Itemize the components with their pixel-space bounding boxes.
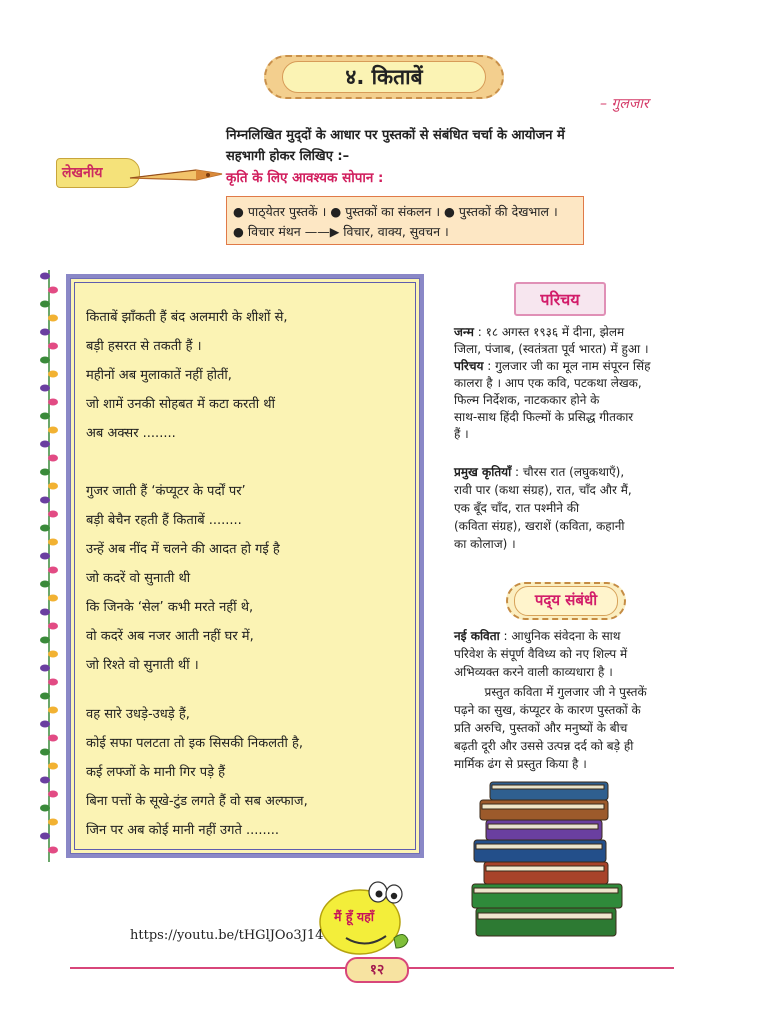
vine-leaf [40,749,50,756]
padya-para-line-4: बढ़ती दूरी और उससे उत्पन्न दर्द को बड़े ही [454,739,634,753]
kritiyan-text-1: : चौरस रात (लघुकथाएँ), [511,465,625,479]
poem-line: जिन पर अब कोई मानी नहीं उगते ........ [86,823,280,838]
vine-leaf [40,637,50,644]
vine-leaf [40,497,50,504]
mascot [316,880,416,960]
vine-leaf [40,357,50,364]
vine-leaf [40,525,50,532]
steps-line-2: ● विचार मंथन ——▶ विचार, वाक्य, सुवचन । [233,224,449,239]
vine-leaf [40,329,50,336]
poem-line: जो शामें उनकी सोहबत में कटा करती थीं [86,397,275,412]
janm-line-2: जिला, पंजाब, (स्वतंत्रता पूर्व भारत) में हुआ । [454,342,649,356]
kritiyan-line-3: एक बूँद चाँद, रात पश्मीने की [454,501,580,515]
poem-line: उन्हें अब नींद में चलने की आदत हो गई है [86,542,280,557]
steps-box [226,196,584,245]
vine-leaf [48,483,58,490]
nayi-kavita-line-1 [454,628,620,645]
poem-line: महीनों अब मुलाकातें नहीं होतीं, [86,368,232,383]
poem-line: कि जिनके ‘सेल’ कभी मरते नहीं थे, [86,600,254,615]
janm-text-1: : १८ अगस्त १९३६ में दीना, झेलम [473,325,625,339]
page-number-badge [345,957,409,983]
poem-line: वह सारे उधड़े-उधड़े हैं, [86,707,190,722]
steps-heading: कृति के लिए आवश्यक सोपान : [226,170,384,186]
nayi-kavita-line-2: परिवेश के संपूर्ण वैविध्य को नए शिल्प में [454,647,628,661]
kritiyan-label: प्रमुख कृतियाँ [454,465,512,479]
instruction-line-1: निम्नलिखित मुद्‌दों के आधार पर पुस्तकों से संबंधित चर्चा के आयोजन में [226,128,565,143]
janm-line-1 [454,324,624,341]
vine-leaf [48,595,58,602]
lekhaniya-tag [56,158,166,188]
page-number: १२ [369,962,385,978]
vine-leaf [48,371,58,378]
parichay-line-4: साथ-साथ हिंदी फिल्मों के प्रसिद्ध गीतकार [454,410,634,424]
vine-leaf [40,721,50,728]
vine-leaf [40,609,50,616]
vine-leaf [40,469,50,476]
parichay-heading-badge [514,282,606,316]
vine-leaf [48,735,58,742]
nayi-text-1: : आधुनिक संवेदना के साथ [499,629,621,643]
vine-leaf [40,833,50,840]
poem-line: बड़ी बेचैन रहती हैं किताबें ........ [86,513,242,528]
padya-heading-badge [506,582,626,620]
vine-leaf [48,399,58,406]
poem-line: अब अक्सर ........ [86,426,176,441]
poem-line: किताबें झाँकती हैं बंद अलमारी के शीशों से, [86,310,288,325]
vine-leaf [40,805,50,812]
author-name: – गुलजार [600,96,649,112]
vine-leaf [48,763,58,770]
nayi-kavita-label: नई कविता [454,629,500,643]
vine-leaf [40,777,50,784]
fountain-pen-icon [126,160,236,192]
parichay-line-5: हैं । [454,427,469,441]
vine-leaf [48,623,58,630]
vine-leaf [48,315,58,322]
poem-line: बड़ी हसरत से तकती हैं । [86,339,202,354]
vine-leaf [40,693,50,700]
vine-leaf [40,301,50,308]
lekhaniya-label: लेखनीय [62,165,103,181]
vine-leaf [48,567,58,574]
parichay-line-3: फिल्म निर्देशक, नाटककार होने के [454,393,600,407]
vine-leaf [48,343,58,350]
parichay-heading: परिचय [540,290,580,309]
vine-leaf [40,441,50,448]
parichay-line-2: कालरा है । आप एक कवि, पटकथा लेखक, [454,376,642,390]
vine-leaf [40,665,50,672]
parichay-line-1 [454,358,650,375]
steps-line-1: ● पाठ्‌येतर पुस्तकें । ● पुस्तकों का संकलन । ● पुस्तकों की देखभाल । [233,204,558,219]
janm-label: जन्म [454,325,474,339]
video-url-link[interactable]: https://youtu.be/tHGlJOo3J14 [130,928,324,943]
kritiyan-line-2: रावी पार (कथा संग्रह), रात, चाँद और मैं, [454,483,632,497]
vine-leaf [40,413,50,420]
padya-para-line-2: पढ़ने का सुख, कंप्यूटर के कारण पुस्तकों के [454,703,641,717]
vine-leaf [48,847,58,854]
instruction-line-2: सहभागी होकर लिखिए :– [226,149,350,164]
vine-leaf [40,581,50,588]
parichay-text-1: : गुलजार जी का मूल नाम संपूरन सिंह [483,359,651,373]
vine-leaf [48,539,58,546]
poem-panel [38,270,430,862]
vine-leaf [40,385,50,392]
kritiyan-line-1 [454,464,624,481]
kritiyan-line-4: (कविता संग्रह), खराशें (कविता, कहानी [454,519,625,533]
padya-para-line-1: प्रस्तुत कविता में गुलजार जी ने पुस्तकें [454,685,647,699]
padya-para-line-3: प्रति अरुचि, पुस्तकों और मनुष्यों के बीच [454,721,628,735]
vine-leaf [48,791,58,798]
chapter-title: ४. किताबें [345,65,423,89]
books-stack-icon [466,776,631,944]
floral-border-icon [38,270,60,862]
vine-leaf [48,679,58,686]
poem-line: गुजर जाती हैं ‘कंप्यूटर के पर्दों पर’ [86,484,246,499]
padya-heading: पद्‌य संबंधी [534,591,598,609]
poem-line: बिना पत्तों के सूखे-टुंड लगते हैं वो सब अल्फाज, [86,794,308,809]
vine-leaf [48,819,58,826]
parichay-label: परिचय [454,359,484,373]
poem-line: कई लफ्जों के मानी गिर पड़े हैं [86,765,226,780]
kritiyan-line-5: का कोलाज) । [454,537,516,551]
padya-para-line-5: मार्मिक ढंग से प्रस्तुत किया है । [454,757,587,771]
poem-line: जो रिश्ते वो सुनाती थीं । [86,658,199,673]
vine-leaf [40,553,50,560]
mascot-text: मैं हूँ यहाँ [334,909,374,924]
activity-instruction [226,125,616,167]
poem-line: कोई सफा पलटता तो इक सिसकी निकलती है, [86,736,303,751]
chapter-title-banner [264,55,504,99]
vine-leaf [48,427,58,434]
vine-leaf [40,273,50,280]
vine-leaf [48,287,58,294]
nayi-kavita-line-3: अभिव्यक्त करने वाली काव्यधारा है । [454,665,613,679]
vine-leaf [48,707,58,714]
poem-line: वो कदरें अब नजर आती नहीं घर में, [86,629,254,644]
vine-leaf [48,651,58,658]
poem-line: जो कदरें वो सुनाती थी [86,571,191,586]
vine-leaf [48,455,58,462]
vine-leaf [48,511,58,518]
